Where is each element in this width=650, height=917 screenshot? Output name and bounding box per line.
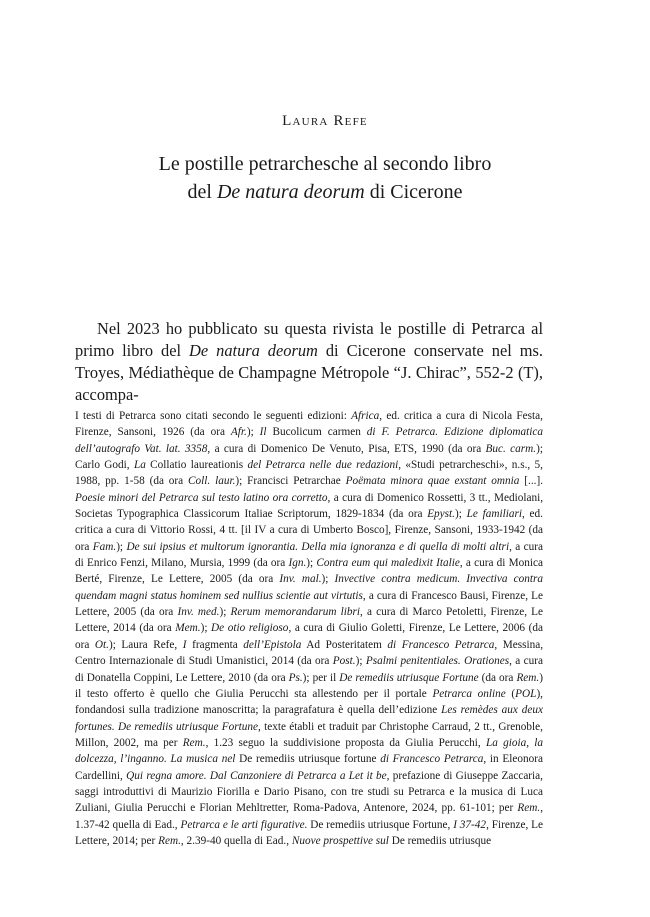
footnote-text-run: ); Carlo Godi, (75, 442, 543, 472)
footnote-italic-run: Invective contra medicum. Invectiva contra quendam magni status hominem sed nullius scientie aut virtutis (75, 573, 543, 602)
footnote-text-run: , a cura di Donatella Coppini, Le Lettere, 2010 (da ora (75, 655, 543, 684)
footnote-italic-run: Le familiari (466, 508, 522, 521)
title-work-name: De natura deorum (216, 181, 365, 203)
article-title (60, 150, 590, 206)
footnote-text-run: ); (200, 622, 212, 635)
footnote-italic-run: dell’Epistola (243, 638, 302, 651)
footnote-text-run: , 1.37-42 quella di Ead., (75, 802, 543, 831)
footnote-italic-run: Rem. (516, 671, 540, 684)
footnote-text-run: , a cura di Giulio Goletti, Firenze, Le Lettere, 2006 (da ora (75, 622, 543, 651)
footnote-italic-run: Rerum memorandarum libri (230, 606, 361, 619)
footnote-italic-run: Afr. (230, 426, 247, 439)
footnote-text-run: , 2.39-40 quella di Ead., (180, 834, 292, 847)
footnote-text-run: ); (321, 573, 335, 586)
footnote-italic-run: Mem. (175, 622, 201, 635)
footnote-text-run: ) il testo offerto è quello che Giulia Perucchi sta allestendo per il portale (75, 671, 543, 700)
footnote-italic-run: Poesie minori del Petrarca sul testo latino ora corretto (75, 491, 328, 504)
body-paragraph (75, 318, 543, 406)
footnote-italic-run: Ot. (94, 638, 109, 651)
footnote-italic-run: Contra eum qui maledixit Italie (316, 557, 460, 570)
footnote-text-run: ), fondandosi sulla tradizione manoscritta; la paragrafatura è quella dell’edizione (75, 687, 543, 717)
footnote-text-run: , a cura di Domenico De Venuto, Pisa, ETS, 1990 (da ora (207, 442, 486, 455)
footnote-text-run: ); (306, 557, 317, 570)
footnote-text-run: , a cura di Monica Berté, Firenze, Le Lettere, 2005 (da ora (75, 557, 543, 586)
footnote-italic-run: Inv. med. (177, 606, 220, 619)
footnote-text-run: , a cura di Francesco Bausi, Firenze, Le Lettere, 2005 (da ora (75, 589, 543, 619)
footnote-italic-run: Ign. (288, 557, 307, 570)
footnote-italic-run: del Petrarca nelle due redazioni (247, 459, 399, 472)
footnote-italic-run: Africa (351, 410, 380, 422)
footnote-italic-run: Psalmi penitentiales. Orationes (365, 655, 510, 668)
footnote-text-run: De remediis utriusque Fortune, (307, 818, 454, 831)
footnote-text-run: De remediis utriusque fortune (235, 753, 381, 766)
footnote-text-run: ); (246, 426, 260, 439)
footnote-text-run: , Firenze, Le Lettere, 2014; per (75, 818, 543, 847)
body-work-name: De natura deorum (189, 341, 318, 360)
footnote-italic-run: I (182, 638, 187, 651)
footnote-italic-run: di Francesco Petrarca (387, 638, 495, 651)
footnote-text-run: , «Studi petrarcheschi», n.s., 5, 1988, pp. 1-58 (da ora (75, 459, 543, 488)
footnote-text-run: fragmenta (186, 638, 244, 651)
footnote-italic-run: Petrarca e le arti figurative. (180, 818, 308, 831)
footnote-text-run: , a cura di Domenico Rossetti, 3 tt., Mediolani, Societas Typographica Classicorum Italiae Scriptorum, 1829-1834 (da ora (75, 491, 544, 521)
footnote-text-run: , in Eleonora Cardellini, (75, 753, 543, 782)
footnote-italic-run: De sui ipsius et multorum ignorantia. Della mia ignoranza e di quella di molti altri (126, 540, 510, 553)
footnote-text-run: ); (116, 540, 127, 553)
body-text-c: di Cicerone conservate nel ms. Troyes, Médiathèque de Champagne Métropole “J. Chirac”, 552-2 (T), accompa- (75, 341, 543, 404)
author-name: Laura Refe (282, 113, 368, 129)
footnote-italic-run: La (133, 459, 146, 472)
footnote-italic-run: Fam. (92, 540, 117, 553)
footnote-italic-run: Coll. laur. (188, 475, 236, 488)
footnote-text-run: Ad Posteritatem (301, 638, 388, 651)
footnote-text-run: ( (505, 687, 516, 700)
footnote-text-run: , 1.23 seguo la suddivisione proposta da Giulia Perucchi, (205, 736, 486, 749)
footnote-text-run: , ed. critica a cura di Nicola Festa, Firenze, Sansoni, 1926 (da ora (75, 410, 543, 439)
footnote-italic-run: Poëmata minora quae exstant omnia (345, 475, 520, 488)
footnote-text-run: [...]. (519, 475, 544, 488)
footnote-text-run: ); (219, 606, 231, 619)
footnote-text-run: , a cura di Marco Petoletti, Firenze, Le Lettere, 2014 (da ora (75, 606, 544, 635)
footnote-text-run: , ed. critica a cura di Vittorio Rossi, 4 tt. [il IV a cura di Umberto Bosco], Firenze, Sansoni, 1933-1942 (da ora (75, 508, 543, 553)
footnote-italic-run: Qui regna amore. Dal Canzoniere di Petrarca a Let it be (126, 769, 387, 782)
body-text-a: Nel 2023 ho pubblicato su questa rivista le postille di Petrarca al primo libro del (75, 319, 543, 360)
footnote-italic-run: POL (515, 687, 537, 700)
footnote-italic-run: I 37-42 (453, 818, 487, 831)
footnote-italic-run: De otio religioso (211, 622, 289, 635)
footnote-text-run: ); Francisci Petrarchae (235, 475, 346, 488)
footnote-italic-run: Buc. carm. (485, 442, 537, 455)
footnote-text-run: De remediis utriusque (388, 834, 492, 847)
footnote-text-run: , a cura di Enrico Fenzi, Milano, Mursia, 1999 (da ora (75, 540, 543, 570)
footnote-text-run: Bucolicum carmen (266, 426, 367, 439)
footnote (75, 408, 543, 849)
footnote-italic-run: di Francesco Petrarca (380, 753, 484, 766)
footnote-italic-run: di F. Petrarca. Edizione diplomatica dell’autografo Vat. lat. 3358 (75, 426, 543, 455)
footnote-text-run: ); (455, 508, 467, 521)
footnote-italic-run: Epyst. (427, 508, 455, 521)
footnote-text-run: , Messina, Centro Internazionale di Studi Umanistici, 2014 (da ora (75, 638, 544, 668)
footnote-italic-run: Rem. (158, 834, 181, 847)
footnote-italic-run: Il (259, 426, 267, 439)
footnote-italic-run: Inv. mal. (279, 573, 322, 586)
footnote-text-run: ); per il (302, 671, 340, 684)
title-line-2-pre: del (187, 181, 217, 203)
footnote-italic-run: Rem. (517, 802, 541, 815)
title-line-1: Le postille petrarchesche al secondo libro (158, 153, 492, 175)
footnote-text-run: , prefazione di Giuseppe Zaccaria, saggi introduttivi di Maurizio Fiorilla e Dario Pisano, con tre studi su Petrarca e la musica di Luca Zuliani, Giulia Perucchi e Florian Mehltretter, Roma-Padova, Antenore, 2024, pp. 61-101; per (75, 769, 543, 815)
footnote-italic-run: Post. (332, 655, 356, 668)
footnote-italic-run: Nuove prospettive sul (291, 834, 389, 847)
footnote-italic-run: Petrarca online (432, 687, 506, 700)
footnote-italic-run: Les remèdes aux deux fortunes. De remediis utriusque Fortune (75, 704, 543, 733)
footnote-text-run: (da ora (478, 671, 517, 684)
footnote-text-run: , texte établi et traduit par Christophe Carraud, 2 tt., Grenoble, Millon, 2002, ma per (75, 720, 543, 749)
footnote-italic-run: Ps. (288, 671, 303, 684)
footnote-italic-run: La gioia, la dolcezza, l’inganno. La musica nel (75, 736, 543, 766)
title-line-2-post: di Cicerone (364, 181, 463, 203)
footnote-text-run: I testi di Petrarca sono citati secondo le seguenti edizioni: (75, 410, 352, 422)
footnote-italic-run: Rem. (182, 736, 206, 749)
title-line-2 (60, 178, 590, 206)
footnote-text-run: ); Laura Refe, (108, 638, 183, 651)
footnote-text-run: ); (355, 655, 366, 668)
footnote-italic-run: De remediis utriusque Fortune (339, 671, 479, 684)
footnote-text-run: Collatio laureationis (145, 459, 248, 472)
